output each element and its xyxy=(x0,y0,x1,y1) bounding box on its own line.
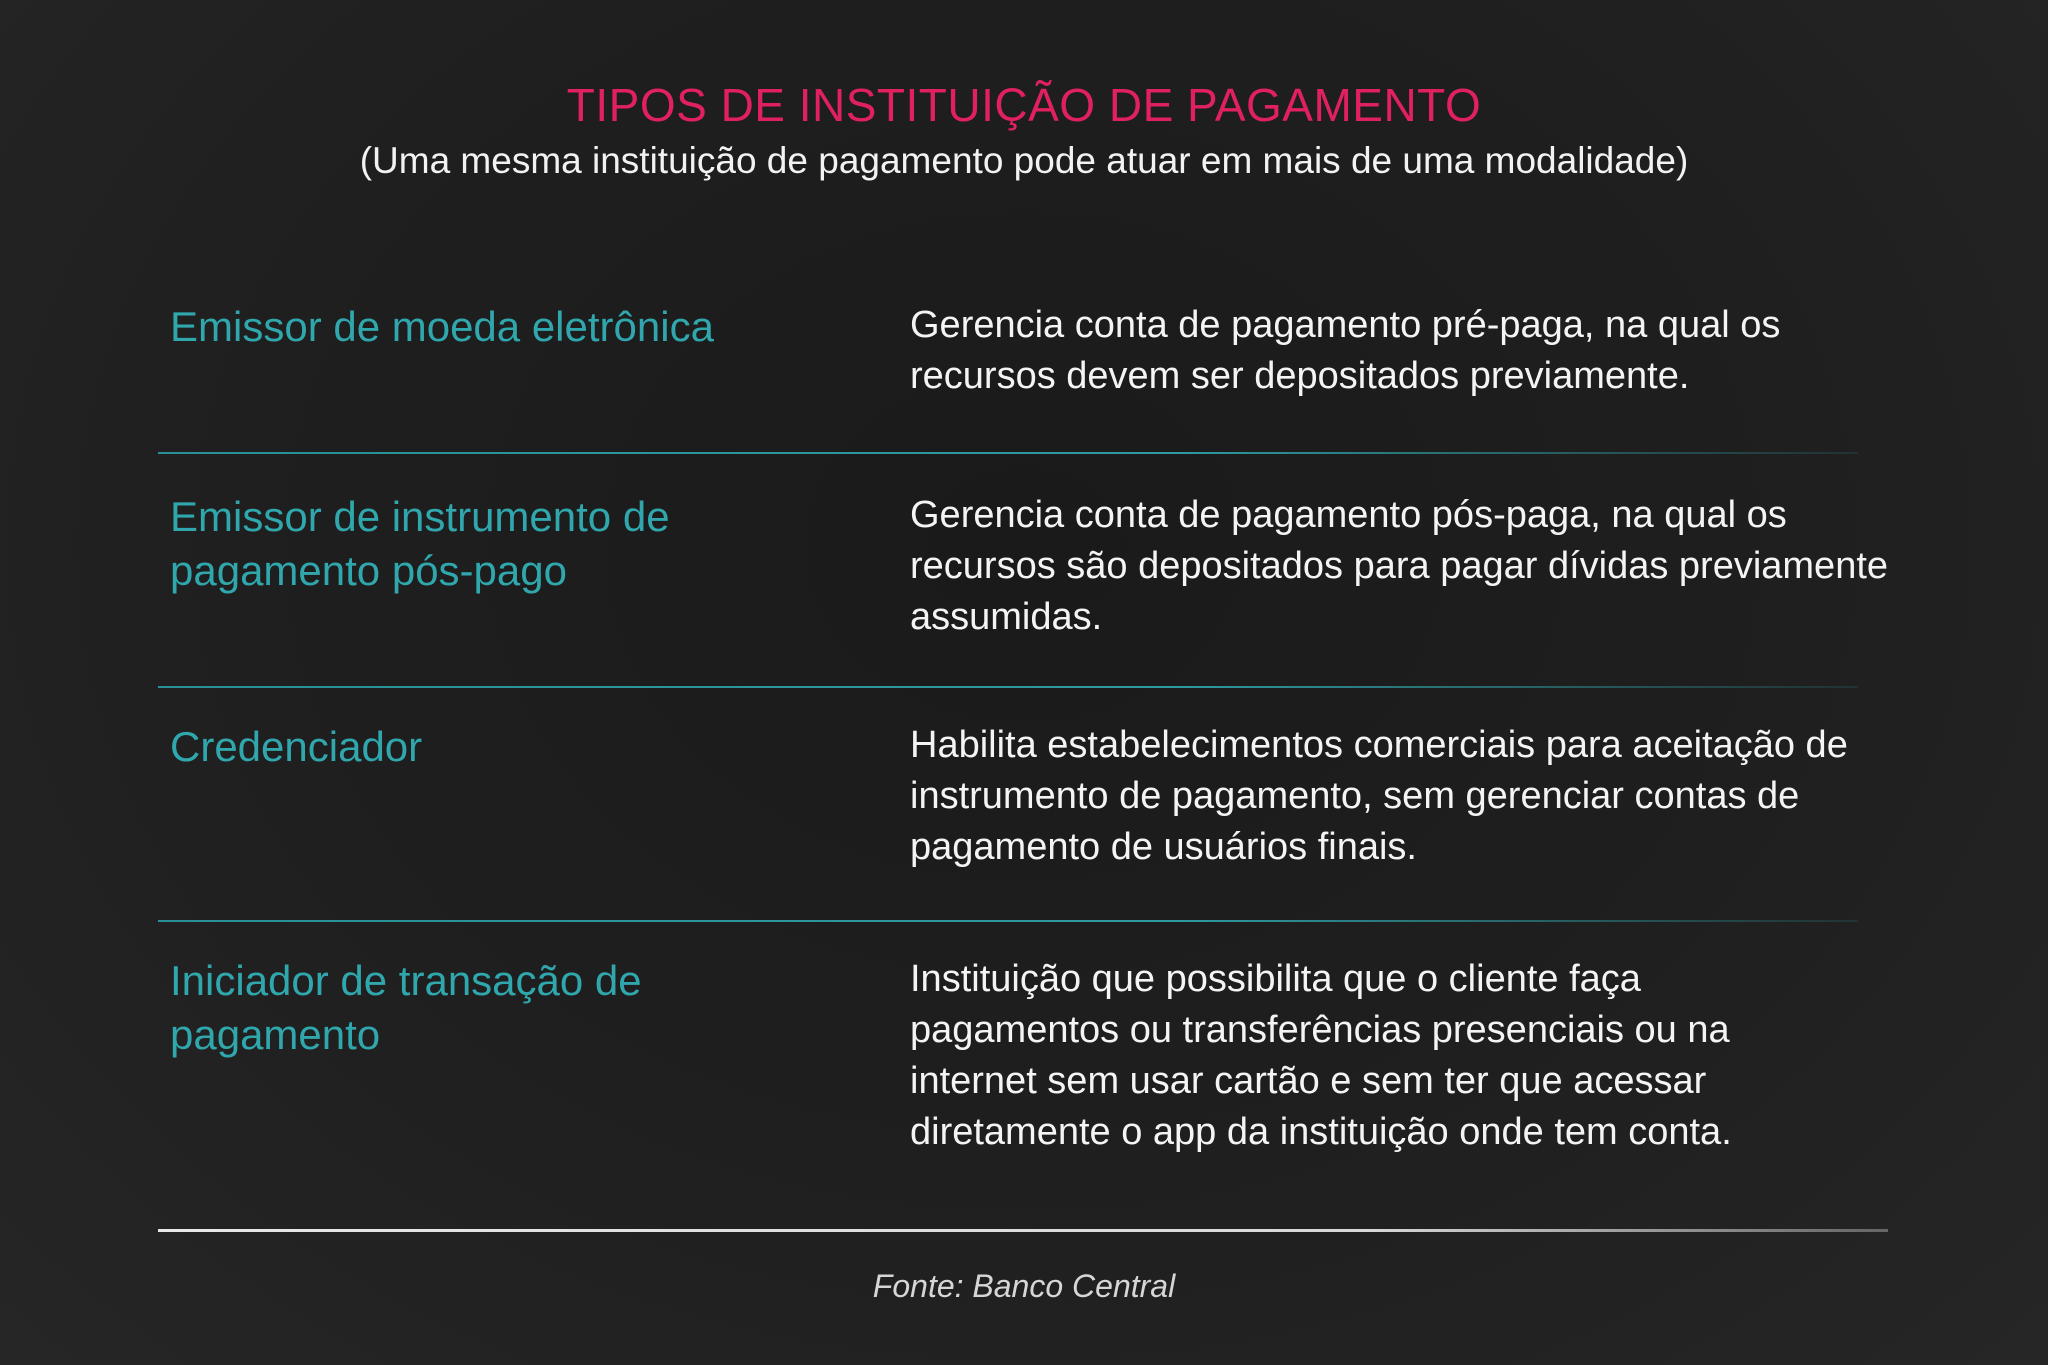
page-title: TIPOS DE INSTITUIÇÃO DE PAGAMENTO xyxy=(566,79,1482,131)
page-subtitle: (Uma mesma instituição de pagamento pode atuar em mais de uma modalidade) xyxy=(359,140,1689,182)
row-term: Iniciador de transação de pagamento xyxy=(170,957,642,1058)
row-description: Gerencia conta de pagamento pré-paga, na qual os recursos devem ser depositados previamente. xyxy=(910,304,1781,397)
row-term: Emissor de instrumento de pagamento pós-pago xyxy=(170,493,670,594)
row-term: Emissor de moeda eletrônica xyxy=(170,303,714,350)
source-note: Fonte: Banco Central xyxy=(872,1268,1176,1304)
table-row xyxy=(158,922,1898,1232)
table-row xyxy=(158,454,1898,688)
table-row xyxy=(158,290,1898,454)
row-term: Credenciador xyxy=(170,723,423,770)
table-bottom-rule xyxy=(158,1229,1888,1232)
row-description: Instituição que possibilita que o cliente faça pagamentos ou transferências presenciais ou na internet sem usar cartão e sem ter que acessar diretamente o app da instituição onde tem conta. xyxy=(910,958,1732,1153)
row-description: Habilita estabelecimentos comerciais para aceitação de instrumento de pagamento, sem gerenciar contas de pagamento de usuários finais. xyxy=(910,724,1848,868)
institution-types-table xyxy=(158,290,1898,1232)
table-row xyxy=(158,688,1898,922)
row-description: Gerencia conta de pagamento pós-paga, na qual os recursos são depositados para pagar dívidas previamente assumidas. xyxy=(910,494,1889,638)
header xyxy=(0,78,2048,184)
